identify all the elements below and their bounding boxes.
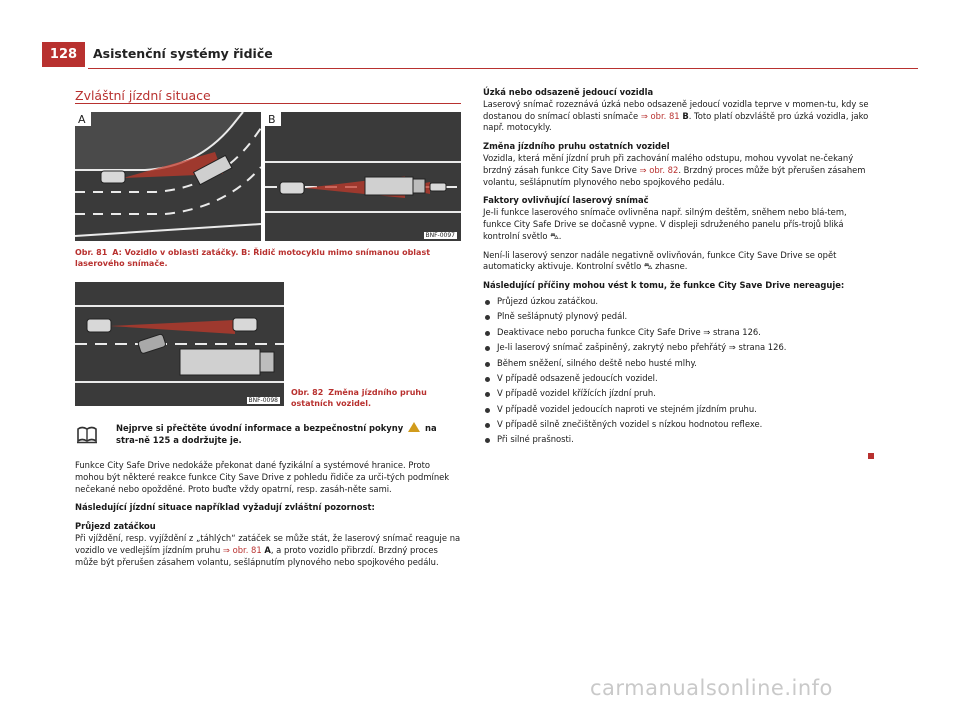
figure-82-caption-label: Obr. 82 [291, 388, 324, 397]
figure-82 [75, 282, 284, 406]
curve-figure-part: A [264, 544, 271, 555]
right-column [483, 87, 871, 450]
lane-paragraph [483, 153, 871, 188]
narrow-text-b: . Toto platí obzvláště pro úzká vozidla, jako např. motocykly. [483, 110, 869, 133]
list-item: Plně sešlápnutý plynový pedál. [483, 311, 871, 323]
warning-note [116, 422, 461, 446]
figure-81 [75, 112, 461, 241]
list-item: Deaktivace nebo porucha funkce City Safe Drive ⇒ strana 126. [483, 327, 871, 339]
curve-text-b: , a proto vozidlo přibrzdí. Brzdný proces může být přerušen zásahem volantu, sešlápnutím plynového nebo spojkového pedálu. [75, 544, 439, 567]
figure-81-label-a: A [78, 113, 86, 126]
list-item: Je-li laserový snímač zašpiněný, zakrytý nebo přehřátý ⇒ strana 126. [483, 342, 871, 354]
header-rule [88, 68, 918, 69]
list-item: V případě vozidel křížících jízdní pruh. [483, 388, 871, 400]
figure-82-caption [291, 387, 463, 409]
sensor-paragraph: Není-li laserový senzor nadále negativně ovlivňován, funkce City Save Drive se opět automaticky aktivuje. Kontrolní světlo ⛍ zhasne. [483, 249, 837, 272]
figure-81-caption [75, 247, 461, 269]
watermark: carmanualsonline.info [590, 676, 833, 700]
curve-figure-link[interactable]: ⇒ obr. 81 [222, 544, 262, 555]
figure-82-code: BNF-0098 [248, 397, 278, 404]
narrow-figure-part: B [682, 110, 689, 121]
list-item: V případě odsazeně jedoucích vozidel. [483, 373, 871, 385]
lane-text-a: Vozidla, která mění jízdní pruh při zachování malého odstupu, mohou vyvolat ne-čekaný brzdný zásah funkce City Save Drive [483, 152, 854, 175]
section-end-mark [868, 453, 874, 459]
list-item: V případě vozidel jedoucích naproti ve stejném jízdním pruhu. [483, 404, 871, 416]
book-icon [76, 424, 98, 444]
figure-81-caption-label: Obr. 81 [75, 248, 108, 257]
causes-list [483, 296, 871, 446]
narrow-text-a: Laserový snímač rozeznává úzká nebo odsazeně jedoucí vozidla teprve v momen-tu, kdy se dostanou do snímací oblasti snímače [483, 98, 869, 121]
narrow-paragraph [483, 99, 871, 134]
causes-heading: Následující příčiny mohou vést k tomu, že funkce City Save Drive nereaguje: [483, 280, 845, 291]
list-item: Při silné prašnosti. [483, 434, 871, 446]
figure-82-caption-text: Změna jízdního pruhu ostatních vozidel. [291, 388, 427, 408]
section-rule [75, 103, 461, 104]
curve-paragraph [75, 533, 461, 568]
page-number: 128 [42, 42, 85, 67]
lane-heading: Změna jízdního pruhu ostatních vozidel [483, 141, 670, 152]
warning-triangle-icon [408, 422, 420, 432]
narrow-figure-link[interactable]: ⇒ obr. 81 [640, 110, 680, 121]
left-column [75, 460, 461, 575]
lane-figure-link[interactable]: ⇒ obr. 82 [639, 164, 679, 175]
figure-81-label-b: B [268, 113, 276, 126]
factors-paragraph: Je-li funkce laserového snímače ovlivněna např. silným deštěm, sněhem nebo blá-tem, funkce City Safe Drive se dočasně vypne. V displeji sdruženého panelu přís-trojů bliká kontrolní světlo ⛍. [483, 207, 847, 241]
chapter-title: Asistenční systémy řidiče [93, 46, 273, 61]
section-title: Zvláštní jízdní situace [75, 88, 211, 103]
list-item: Průjezd úzkou zatáčkou. [483, 296, 871, 308]
warning-text-a: Nejprve si přečtěte úvodní informace a bezpečnostní pokyny [116, 423, 404, 433]
attention-paragraph: Následující jízdní situace například vyžadují zvláštní pozornost: [75, 502, 375, 513]
factors-heading: Faktory ovlivňující laserový snímač [483, 195, 649, 206]
lane-text-b: . Brzdný proces může být přerušen zásahem volantu, sešlápnutím plynového nebo spojkového pedálu. [483, 164, 866, 187]
list-item: V případě silně znečištěných vozidel s nízkou hodnotou reflexe. [483, 419, 871, 431]
figure-81-code: BNF-0097 [425, 232, 455, 239]
intro-paragraph: Funkce City Safe Drive nedokáže překonat dané fyzikální a systémové hranice. Proto mohou být některé reakce funkce City Save Drive z pohledu řidiče za urči-tých podmínek nečekané nebo opožděné. Proto buďte vždy opatrní, resp. zasáh-něte sami. [75, 460, 450, 494]
narrow-heading: Úzká nebo odsazeně jedoucí vozidla [483, 87, 654, 97]
list-item: Během sněžení, silného deště nebo husté mlhy. [483, 358, 871, 370]
curve-text-a: Při vjíždění, resp. vyjíždění z „táhlých“ zatáček se může stát, že laserový snímač reaguje na vozidlo ve vedlejším jízdním pruhu [75, 532, 461, 555]
curve-heading: Průjezd zatáčkou [75, 521, 156, 532]
figure-81-caption-text: A: Vozidlo v oblasti zatáčky. B: Řidič motocyklu mimo snímanou oblast laserového snímače. [75, 248, 431, 268]
warning-text-b: na stra-ně 125 a dodržujte je. [116, 423, 437, 445]
